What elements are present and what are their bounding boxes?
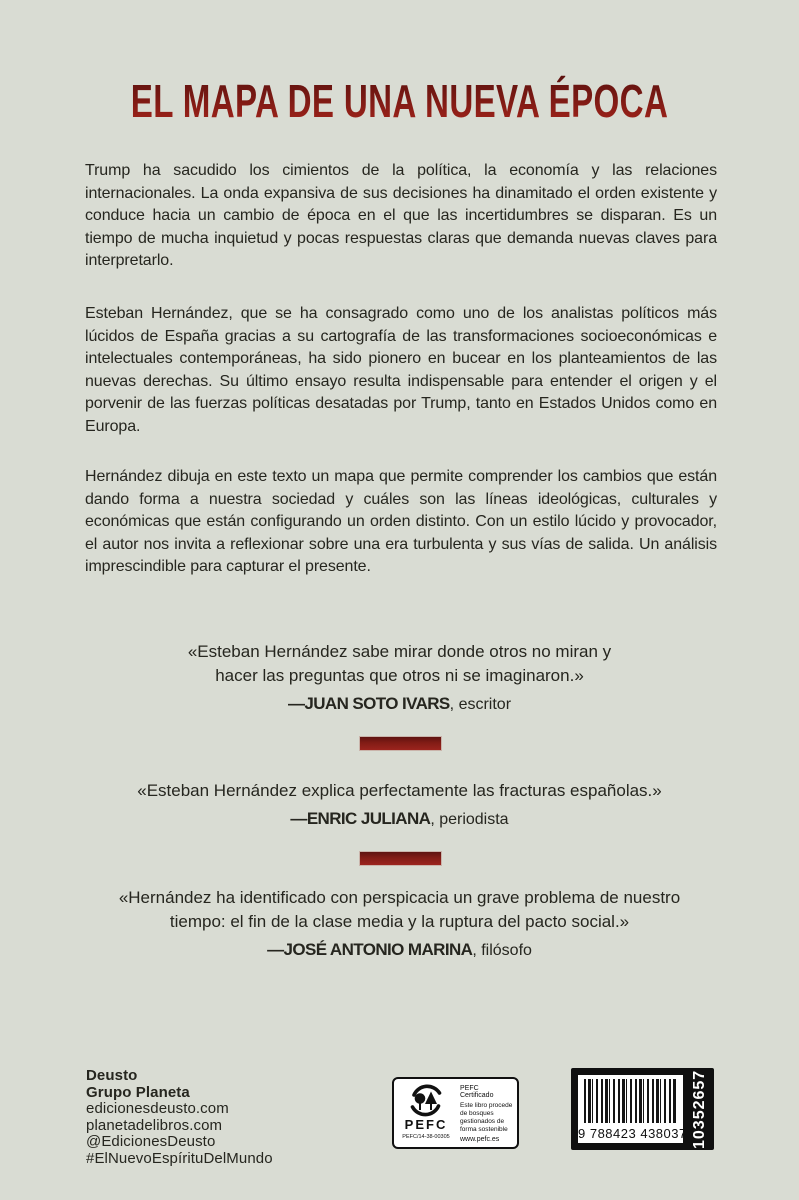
synopsis-paragraph-2: Esteban Hernández, que se ha consagrado como uno de los analistas políticos más lúcidos de España gracias a su cartografía de las transformaciones socioeconómicas e intelectuales contemporáneas, ha sido pionero en bucear en los planteamientos de las nuevas derechas. Su último ensayo resulta indispensable para entender el origen y el porvenir de las fuerzas políticas desatadas por Trump, tanto en Estados Unidos como en Europa. [85,305,717,435]
barcode-bars [584,1079,677,1123]
pefc-claim-text: Este libro procede de bosques gestionados de forma sostenible [460,1101,513,1133]
pefc-license-number: PEFC/14-38-00305 [402,1134,450,1140]
quote-text-3: «Hernández ha identificado con perspicacia un grave problema de nuestro tiempo: el fin de la clase media y la ruptura del pacto social.» [118,888,681,931]
synopsis-paragraph-3: Hernández dibuja en este texto un mapa que permite comprender los cambios que están dando forma a nuestra sociedad y cuáles son las líneas ideológicas, culturales y económicas que están configurando un orden distinto. Con un estilo lúcido y provocador, el autor nos invita a reflexionar sobre una era turbulenta y sus vías de salida. Un análisis imprescindible para capturar el presente. [85,468,717,575]
publisher-block [86,1068,273,1167]
pefc-text-column [453,1083,513,1144]
quote-attribution-1 [0,694,799,714]
barcode [571,1068,714,1150]
quote-author-role-3: , filósofo [472,942,532,959]
quote-text-1: «Esteban Hernández sabe mirar donde otros no miran y hacer las preguntas que otros ni se imaginaron.» [187,642,612,685]
quote-author-role-2: , periodista [430,811,509,828]
publisher-group: Grupo Planeta [86,1083,190,1101]
barcode-isbn-number: 9 788423 438037 [578,1126,687,1141]
publisher-hashtag: #ElNuevoEspírituDelMundo [86,1149,273,1167]
quote-attribution-2 [0,809,799,829]
quote-author-role-1: , escritor [449,696,512,713]
red-divider-2 [360,852,441,865]
barcode-product-code: 10352657 [691,1069,708,1149]
quote-block-2 [0,779,799,829]
pefc-wordmark: PEFC [404,1117,448,1132]
pefc-trees-icon [406,1083,446,1119]
quote-attribution-3 [0,940,799,960]
publisher-website-deusto: edicionesdeusto.com [86,1100,229,1117]
quote-block-1 [0,640,799,714]
synopsis-paragraph-1: Trump ha sacudido los cimientos de la política, la economía y las relaciones internacionales. La onda expansiva de sus decisiones ha dinamitado el orden existente y conduce hacia un cambio de época en el que las incertidumbres se disparan. Es un tiempo de mucha inquietud y pocas respuestas claras que demanda nuevas claves para interpretarlo. [85,162,717,269]
quote-block-3 [0,886,799,960]
publisher-website-planetadelibros: planetadelibros.com [86,1116,223,1134]
publisher-imprint: Deusto [86,1067,138,1084]
pefc-url: www.pefc.es [460,1136,500,1143]
quote-author-1: —JUAN SOTO IVARS [287,694,450,713]
pefc-logo-column [399,1083,453,1144]
barcode-white-panel [578,1075,687,1143]
pefc-certified-title: PEFC Certificado [460,1085,494,1099]
quote-author-3: —JOSÉ ANTONIO MARINA [267,940,473,959]
red-divider-1 [360,737,441,750]
publisher-twitter-handle: @EdicionesDeusto [86,1133,216,1150]
book-title: EL MAPA DE UNA NUEVA ÉPOCA [112,74,687,128]
quote-text-2: «Esteban Hernández explica perfectamente las fracturas españolas.» [137,781,662,800]
quote-author-2: —ENRIC JULIANA [290,809,431,828]
pefc-certification-label [392,1077,519,1149]
